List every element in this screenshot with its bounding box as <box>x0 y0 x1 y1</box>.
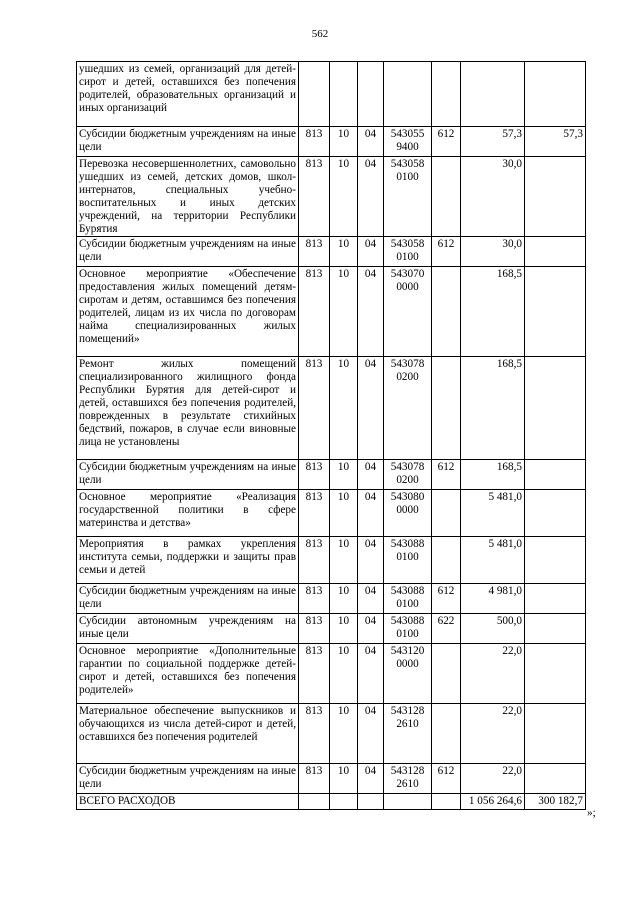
cell-expense-type: 622 <box>432 614 461 644</box>
cell-subsection: 04 <box>358 460 384 490</box>
cell-expense-type <box>432 537 461 584</box>
cell-amount-federal <box>525 704 586 764</box>
cell-expense-type: 612 <box>432 584 461 614</box>
cell-amount-federal <box>525 644 586 704</box>
cell-name: Субсидии автономным учреждениям на иные цели <box>77 614 299 644</box>
cell-name: Основное мероприятие «Обеспечение предоставления жилых помещений детям-сиротам и детям, оставшимся без попечения родителей, лицам из их числа по договорам найма специализированных жилых помещений» <box>77 267 299 357</box>
closing-mark: »; <box>587 807 596 819</box>
cell-ministry-code: 813 <box>299 267 330 357</box>
cell-amount-total: 5 481,0 <box>461 490 525 537</box>
cell-section: 10 <box>330 127 358 157</box>
cell-target-article: 543088 0100 <box>384 537 432 584</box>
cell-expense-type <box>432 490 461 537</box>
table-row <box>77 614 586 644</box>
cell-expense-type <box>432 794 461 810</box>
cell-target-article: 543080 0000 <box>384 490 432 537</box>
cell-subsection: 04 <box>358 157 384 237</box>
table-row <box>77 127 586 157</box>
cell-subsection: 04 <box>358 584 384 614</box>
cell-section: 10 <box>330 584 358 614</box>
cell-name: Субсидии бюджетным учреждениям на иные цели <box>77 584 299 614</box>
cell-name: Субсидии бюджетным учреждениям на иные цели <box>77 764 299 794</box>
cell-subsection: 04 <box>358 267 384 357</box>
cell-amount-federal: 300 182,7 <box>525 794 586 810</box>
cell-subsection: 04 <box>358 537 384 584</box>
cell-name: Мероприятия в рамках укрепления института семьи, поддержки и защиты прав семьи и детей <box>77 537 299 584</box>
cell-ministry-code <box>299 62 330 127</box>
cell-expense-type: 612 <box>432 237 461 267</box>
cell-target-article: 543128 2610 <box>384 764 432 794</box>
cell-expense-type <box>432 357 461 460</box>
cell-section: 10 <box>330 704 358 764</box>
cell-expense-type <box>432 644 461 704</box>
table-row <box>77 764 586 794</box>
cell-ministry-code: 813 <box>299 704 330 764</box>
table-row <box>77 357 586 460</box>
cell-subsection: 04 <box>358 357 384 460</box>
cell-amount-total: 5 481,0 <box>461 537 525 584</box>
cell-subsection <box>358 794 384 810</box>
cell-amount-total: 30,0 <box>461 237 525 267</box>
cell-amount-federal <box>525 62 586 127</box>
table-row <box>77 794 586 810</box>
table-row <box>77 267 586 357</box>
cell-amount-federal <box>525 357 586 460</box>
table-row <box>77 584 586 614</box>
cell-amount-federal <box>525 460 586 490</box>
cell-amount-total: 1 056 264,6 <box>461 794 525 810</box>
table-row <box>77 704 586 764</box>
cell-target-article: 543088 0100 <box>384 584 432 614</box>
cell-amount-total: 4 981,0 <box>461 584 525 614</box>
cell-target-article <box>384 62 432 127</box>
cell-target-article: 543128 2610 <box>384 704 432 764</box>
cell-ministry-code: 813 <box>299 127 330 157</box>
table-row <box>77 537 586 584</box>
cell-section: 10 <box>330 490 358 537</box>
budget-table <box>76 61 586 810</box>
cell-subsection <box>358 62 384 127</box>
cell-target-article: 543078 0200 <box>384 357 432 460</box>
cell-name: ушедших из семей, организаций для детей-сирот и детей, оставшихся без попечения родителей, образовательных организаций и иных организаций <box>77 62 299 127</box>
cell-expense-type: 612 <box>432 127 461 157</box>
cell-name: Материальное обеспечение выпускников и обучающихся из числа детей-сирот и детей, оставшихся без попечения родителей <box>77 704 299 764</box>
cell-expense-type: 612 <box>432 460 461 490</box>
cell-ministry-code: 813 <box>299 490 330 537</box>
cell-amount-total: 30,0 <box>461 157 525 237</box>
cell-name: ВСЕГО РАСХОДОВ <box>77 794 299 810</box>
cell-amount-total: 22,0 <box>461 644 525 704</box>
cell-amount-total: 57,3 <box>461 127 525 157</box>
cell-amount-federal <box>525 614 586 644</box>
cell-name: Основное мероприятие «Реализация государственной политики в сфере материнства и детства» <box>77 490 299 537</box>
cell-section: 10 <box>330 764 358 794</box>
cell-section: 10 <box>330 644 358 704</box>
cell-expense-type: 612 <box>432 764 461 794</box>
page-number: 562 <box>311 28 329 40</box>
cell-ministry-code: 813 <box>299 357 330 460</box>
cell-subsection: 04 <box>358 614 384 644</box>
cell-ministry-code: 813 <box>299 764 330 794</box>
cell-amount-total <box>461 62 525 127</box>
table-row <box>77 157 586 237</box>
cell-section: 10 <box>330 614 358 644</box>
cell-expense-type <box>432 157 461 237</box>
cell-target-article: 543078 0200 <box>384 460 432 490</box>
cell-amount-total: 168,5 <box>461 267 525 357</box>
cell-name: Основное мероприятие «Дополнительные гарантии по социальной поддержке детей-сирот и детей, оставшихся без попечения родителей» <box>77 644 299 704</box>
cell-target-article: 543058 0100 <box>384 157 432 237</box>
cell-section: 10 <box>330 460 358 490</box>
cell-target-article: 543058 0100 <box>384 237 432 267</box>
cell-section: 10 <box>330 157 358 237</box>
cell-expense-type <box>432 267 461 357</box>
cell-ministry-code: 813 <box>299 537 330 584</box>
cell-amount-federal <box>525 584 586 614</box>
cell-target-article: 543120 0000 <box>384 644 432 704</box>
cell-ministry-code: 813 <box>299 584 330 614</box>
cell-amount-federal <box>525 267 586 357</box>
cell-name: Перевозка несовершеннолетних, самовольно ушедших из семей, детских домов, школ-интернатов, специальных учебно-воспитательных и иных детских учреждений, на территории Республики Бурятия <box>77 157 299 237</box>
cell-amount-federal <box>525 157 586 237</box>
table-row <box>77 62 586 127</box>
cell-amount-federal <box>525 490 586 537</box>
cell-section <box>330 62 358 127</box>
cell-section <box>330 794 358 810</box>
cell-target-article <box>384 794 432 810</box>
cell-amount-total: 22,0 <box>461 704 525 764</box>
cell-ministry-code: 813 <box>299 614 330 644</box>
cell-name: Субсидии бюджетным учреждениям на иные цели <box>77 127 299 157</box>
cell-target-article: 543070 0000 <box>384 267 432 357</box>
cell-ministry-code: 813 <box>299 460 330 490</box>
cell-name: Ремонт жилых помещений специализированного жилищного фонда Республики Бурятия для детей-сирот и детей, оставшихся без попечения родителей, поврежденных в результате стихийных бедствий, пожаров, в случае если виновные лица не установлены <box>77 357 299 460</box>
cell-amount-total: 500,0 <box>461 614 525 644</box>
table-row <box>77 237 586 267</box>
cell-subsection: 04 <box>358 490 384 537</box>
table-row <box>77 490 586 537</box>
table-row <box>77 644 586 704</box>
cell-name: Субсидии бюджетным учреждениям на иные цели <box>77 237 299 267</box>
cell-subsection: 04 <box>358 127 384 157</box>
cell-amount-total: 168,5 <box>461 460 525 490</box>
cell-subsection: 04 <box>358 644 384 704</box>
cell-amount-federal <box>525 537 586 584</box>
table-row <box>77 460 586 490</box>
cell-target-article: 543088 0100 <box>384 614 432 644</box>
cell-ministry-code: 813 <box>299 157 330 237</box>
cell-subsection: 04 <box>358 237 384 267</box>
cell-amount-federal <box>525 764 586 794</box>
cell-target-article: 543055 9400 <box>384 127 432 157</box>
cell-subsection: 04 <box>358 764 384 794</box>
cell-amount-total: 168,5 <box>461 357 525 460</box>
cell-ministry-code: 813 <box>299 644 330 704</box>
cell-section: 10 <box>330 537 358 584</box>
cell-ministry-code: 813 <box>299 237 330 267</box>
cell-subsection: 04 <box>358 704 384 764</box>
cell-amount-federal <box>525 237 586 267</box>
cell-expense-type <box>432 704 461 764</box>
cell-ministry-code <box>299 794 330 810</box>
cell-amount-federal: 57,3 <box>525 127 586 157</box>
cell-name: Субсидии бюджетным учреждениям на иные цели <box>77 460 299 490</box>
cell-section: 10 <box>330 267 358 357</box>
cell-section: 10 <box>330 237 358 267</box>
cell-section: 10 <box>330 357 358 460</box>
cell-amount-total: 22,0 <box>461 764 525 794</box>
cell-expense-type <box>432 62 461 127</box>
